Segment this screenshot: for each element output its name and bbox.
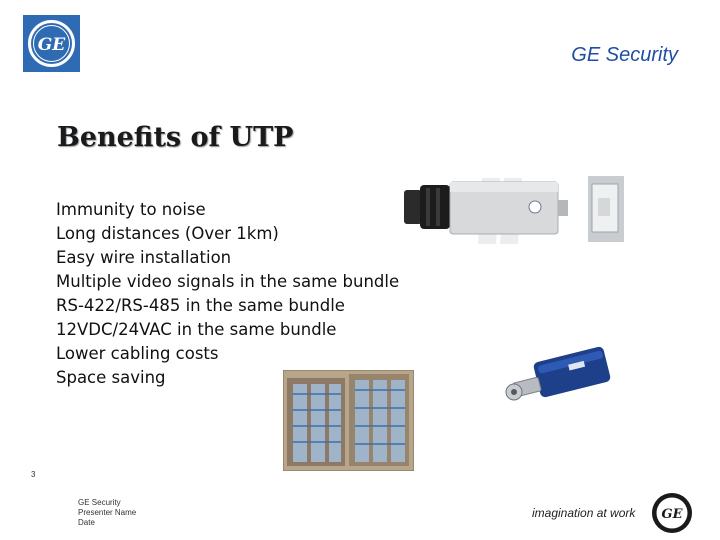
- list-item: Immunity to noise: [56, 200, 206, 219]
- ge-monogram-icon: [23, 15, 80, 72]
- footer-info: [78, 498, 136, 528]
- page-number: 3: [31, 470, 36, 479]
- ge-logo: [23, 15, 80, 72]
- patch-panel-image: [283, 370, 414, 471]
- footer-company: GE Security: [78, 498, 121, 507]
- benefits-list: [56, 198, 399, 390]
- video-balun-image: [500, 346, 612, 410]
- list-item: Long distances (Over 1km): [56, 224, 279, 243]
- tagline: imagination at work: [532, 506, 636, 520]
- footer-logo-text: GE: [661, 507, 683, 522]
- ge-footer-logo-icon: [651, 492, 693, 534]
- list-item: RS-422/RS-485 in the same bundle: [56, 296, 345, 315]
- brand-name: GE Security: [571, 44, 678, 66]
- footer-date: Date: [78, 518, 95, 527]
- footer-presenter: Presenter Name: [78, 508, 137, 517]
- camera-image: [400, 172, 626, 246]
- list-item: Lower cabling costs: [56, 344, 219, 363]
- list-item: 12VDC/24VAC in the same bundle: [56, 320, 337, 339]
- logo-monogram-text: GE: [37, 35, 66, 55]
- list-item: Easy wire installation: [56, 248, 232, 267]
- slide-title: Benefits of UTP: [57, 122, 294, 153]
- list-item: Multiple video signals in the same bundle: [56, 272, 400, 291]
- list-item: Space saving: [56, 368, 166, 387]
